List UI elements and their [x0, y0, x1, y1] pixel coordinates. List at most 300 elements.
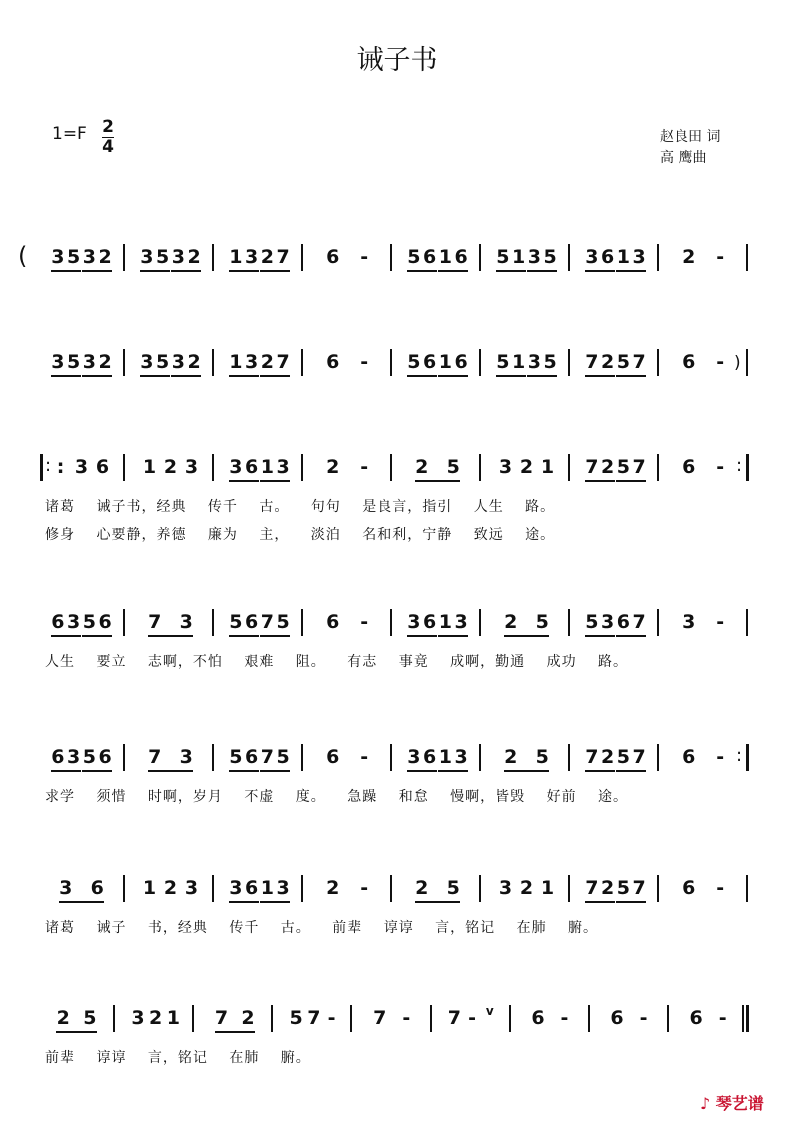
eighth-beam [585, 770, 615, 772]
note: 2 [163, 877, 178, 899]
time-signature [102, 119, 114, 156]
note: 5 [276, 746, 290, 768]
note: 1 [142, 877, 157, 899]
eighth-beam [616, 770, 646, 772]
music-line-verse [0, 452, 794, 543]
bar-line [271, 1005, 273, 1032]
note: 2 [601, 456, 615, 478]
note: 2 [326, 456, 340, 478]
eighth-beam [616, 635, 646, 637]
eighth-beam [585, 375, 615, 377]
note: 6 [454, 246, 468, 268]
note: 6 [90, 877, 104, 899]
note: 5 [446, 877, 460, 899]
note: 3 [140, 246, 154, 268]
eighth-beam [407, 635, 437, 637]
time-top: 2 [102, 117, 114, 137]
eighth-beam [504, 770, 550, 772]
eighth-beam [56, 1031, 97, 1033]
bar-line [212, 349, 214, 376]
bar-line [568, 744, 570, 771]
eighth-beam [229, 635, 259, 637]
bar-line [657, 609, 659, 636]
music-line-intro2 [0, 347, 794, 417]
note: 5 [407, 351, 421, 373]
note: 1 [166, 1007, 180, 1029]
eighth-beam [260, 480, 290, 482]
eighth-beam [407, 375, 437, 377]
composer: 高 鹰曲 [660, 150, 707, 166]
note: 3 [682, 611, 696, 633]
eighth-beam [229, 270, 259, 272]
bar-line [212, 609, 214, 636]
bar-line [390, 349, 392, 376]
note: 1 [438, 746, 452, 768]
note: : [56, 456, 65, 478]
bar-line [301, 609, 303, 636]
eighth-beam [140, 375, 170, 377]
bar-line [301, 349, 303, 376]
note: 2 [163, 456, 178, 478]
note: - [560, 1007, 569, 1029]
final-bar [746, 1005, 749, 1032]
note: 3 [632, 246, 646, 268]
eighth-beam [504, 635, 550, 637]
bar-line [479, 454, 481, 481]
note: 2 [519, 456, 534, 478]
bar-line [657, 454, 659, 481]
note: 2 [601, 877, 615, 899]
paren-open: ( [18, 242, 28, 270]
bar-line [568, 349, 570, 376]
note: 1 [540, 456, 555, 478]
bar-line [301, 454, 303, 481]
bar-line [301, 244, 303, 271]
note: 3 [601, 611, 615, 633]
note: 2 [260, 246, 274, 268]
note: 3 [454, 611, 468, 633]
note: 6 [682, 456, 696, 478]
eighth-beam [82, 270, 112, 272]
bar-line [390, 454, 392, 481]
eighth-beam [229, 901, 259, 903]
note: 6 [95, 456, 110, 478]
note: 5 [543, 246, 557, 268]
eighth-beam [140, 270, 170, 272]
note: 6 [98, 746, 112, 768]
note: 2 [260, 351, 274, 373]
eighth-beam [616, 270, 646, 272]
note: 3 [171, 351, 185, 373]
bar-line [746, 244, 748, 271]
music-line-intro1 [0, 242, 794, 312]
note: 3 [407, 611, 421, 633]
eighth-beam [260, 270, 290, 272]
note: 2 [519, 877, 534, 899]
bar-line [123, 744, 125, 771]
eighth-beam [148, 770, 194, 772]
note: 7 [276, 351, 290, 373]
song-title: 诫子书 [356, 45, 438, 76]
note: 2 [682, 246, 696, 268]
note: 5 [616, 746, 630, 768]
note: 6 [689, 1007, 703, 1029]
note: 7 [276, 246, 290, 268]
repeat-start-dots: : [45, 455, 52, 476]
note: - [360, 877, 369, 899]
note: 3 [67, 746, 81, 768]
note: 3 [276, 877, 290, 899]
note: - [468, 1007, 477, 1029]
note: 1 [260, 877, 274, 899]
note: 6 [245, 456, 259, 478]
bar-line [301, 875, 303, 902]
note: 5 [496, 246, 510, 268]
bar-line [212, 244, 214, 271]
eighth-beam [527, 375, 557, 377]
note: 6 [423, 246, 437, 268]
note: 2 [415, 877, 429, 899]
note: 5 [82, 746, 96, 768]
note: 6 [98, 611, 112, 633]
eighth-beam [260, 635, 290, 637]
note: 6 [616, 611, 630, 633]
eighth-beam [438, 270, 468, 272]
bar-line [568, 875, 570, 902]
note: - [718, 1007, 727, 1029]
music-line-coda2 [0, 1003, 794, 1073]
lyric-line: 前辈 谆谆 言，铭记 在肺 腑。 [45, 1050, 311, 1066]
key-signature [52, 117, 114, 157]
note: 7 [260, 746, 274, 768]
bar-line [390, 744, 392, 771]
note: - [327, 1007, 336, 1029]
time-bottom: 4 [102, 137, 114, 157]
note: 5 [67, 351, 81, 373]
eighth-beam [585, 270, 615, 272]
music-line-coda1 [0, 873, 794, 943]
note: 3 [179, 611, 193, 633]
eighth-beam [148, 635, 194, 637]
note: 5 [156, 351, 170, 373]
eighth-beam [82, 635, 112, 637]
note: 3 [74, 456, 89, 478]
note: 5 [446, 456, 460, 478]
note: 5 [535, 746, 549, 768]
note: 3 [171, 246, 185, 268]
note: 6 [326, 611, 340, 633]
bar-line [746, 349, 748, 376]
note: 3 [245, 246, 259, 268]
note: 6 [245, 611, 259, 633]
lyric-line: 诸葛 诫子书，经典 传千 古。 句句 是良言，指引 人生 路。 [45, 499, 556, 515]
repeat-end-bar [746, 454, 749, 481]
note: 7 [632, 611, 646, 633]
note: 2 [241, 1007, 255, 1029]
note: 3 [407, 746, 421, 768]
note: 6 [245, 877, 259, 899]
bar-line [479, 875, 481, 902]
note: 3 [140, 351, 154, 373]
bar-line [212, 744, 214, 771]
note: - [716, 351, 725, 373]
note: 2 [504, 611, 518, 633]
note: - [360, 456, 369, 478]
note: 6 [610, 1007, 624, 1029]
note: - [716, 611, 725, 633]
bar-line [479, 609, 481, 636]
note: 3 [229, 877, 243, 899]
bar-line [350, 1005, 352, 1032]
note: 5 [616, 351, 630, 373]
bar-line [123, 609, 125, 636]
note: 3 [498, 877, 513, 899]
note: 3 [498, 456, 513, 478]
bar-line [479, 744, 481, 771]
bar-line [667, 1005, 669, 1032]
eighth-beam [260, 770, 290, 772]
lyric-line: 修身 心要静，养德 廉为 主， 淡泊 名和利，宁静 致远 途。 [45, 527, 556, 543]
note: 6 [682, 351, 696, 373]
note: 6 [423, 351, 437, 373]
note: 3 [131, 1007, 145, 1029]
note: 2 [415, 456, 429, 478]
eighth-beam [51, 270, 81, 272]
note: 6 [682, 877, 696, 899]
repeat-end-dots: : [736, 745, 743, 766]
note: 3 [82, 351, 96, 373]
repeat-start-bar [40, 454, 43, 481]
note: 6 [601, 246, 615, 268]
note: 1 [438, 351, 452, 373]
bar-line [657, 875, 659, 902]
note: 3 [59, 877, 73, 899]
note: 2 [504, 746, 518, 768]
note: 6 [245, 746, 259, 768]
note: 2 [601, 746, 615, 768]
note: 5 [585, 611, 599, 633]
eighth-beam [229, 375, 259, 377]
note: 6 [326, 351, 340, 373]
note: 3 [51, 246, 65, 268]
note: - [716, 877, 725, 899]
bar-line [123, 349, 125, 376]
bar-line [479, 244, 481, 271]
note: 3 [67, 611, 81, 633]
note: v [485, 1004, 494, 1018]
key-label: 1=F [52, 124, 87, 144]
note: 5 [83, 1007, 97, 1029]
note: 6 [682, 746, 696, 768]
note: - [360, 611, 369, 633]
lyric-line: 求学 须惜 时啊，岁月 不虚 度。 急躁 和怠 慢啊，皆毁 好前 途。 [45, 789, 629, 805]
bar-line [123, 875, 125, 902]
bar-line [113, 1005, 115, 1032]
music-line-chorus1 [0, 607, 794, 677]
note: 3 [527, 351, 541, 373]
note: 7 [632, 746, 646, 768]
eighth-beam [438, 770, 468, 772]
music-line-chorus2 [0, 742, 794, 812]
note: 3 [184, 456, 199, 478]
note: 7 [447, 1007, 462, 1029]
eighth-beam [415, 480, 461, 482]
eighth-beam [616, 375, 646, 377]
bar-line [390, 875, 392, 902]
note: - [360, 246, 369, 268]
lyric-line: 人生 要立 志啊，不怕 艰难 阻。 有志 事竟 成啊，勤通 成功 路。 [45, 654, 629, 670]
note: 1 [616, 246, 630, 268]
note: 5 [156, 246, 170, 268]
note: 2 [601, 351, 615, 373]
bar-line [430, 1005, 432, 1032]
bar-line [568, 244, 570, 271]
bar-line [212, 875, 214, 902]
note: 1 [438, 611, 452, 633]
note: 7 [585, 746, 599, 768]
eighth-beam [496, 270, 526, 272]
note: 3 [179, 746, 193, 768]
note: 6 [51, 611, 65, 633]
note: 5 [496, 351, 510, 373]
eighth-beam [82, 770, 112, 772]
note: - [402, 1007, 411, 1029]
note: - [716, 456, 725, 478]
eighth-beam [229, 770, 259, 772]
note: 6 [423, 746, 437, 768]
note: 6 [51, 746, 65, 768]
note: 2 [326, 877, 340, 899]
eighth-beam [616, 480, 646, 482]
note: 5 [229, 746, 243, 768]
eighth-beam [527, 270, 557, 272]
eighth-beam [496, 375, 526, 377]
note: 2 [56, 1007, 70, 1029]
bar-line [568, 454, 570, 481]
note: 5 [616, 877, 630, 899]
note: 6 [423, 611, 437, 633]
bar-line [568, 609, 570, 636]
note: 5 [616, 456, 630, 478]
note: 3 [276, 456, 290, 478]
note: 1 [229, 351, 243, 373]
eighth-beam [407, 770, 437, 772]
final-bar-thin [742, 1005, 744, 1032]
note: 7 [585, 456, 599, 478]
bar-line [192, 1005, 194, 1032]
note: 7 [148, 746, 162, 768]
note: 7 [632, 877, 646, 899]
site-logo [700, 1091, 764, 1114]
bar-line [657, 744, 659, 771]
note: 1 [260, 456, 274, 478]
note: 5 [535, 611, 549, 633]
note: 6 [531, 1007, 545, 1029]
note: 3 [184, 877, 199, 899]
note: - [360, 351, 369, 373]
note: 3 [229, 456, 243, 478]
note: 3 [454, 746, 468, 768]
note: 7 [585, 351, 599, 373]
lyricist: 赵良田 词 [660, 129, 721, 145]
logo-text: 琴艺谱 [715, 1094, 764, 1113]
bar-line [301, 744, 303, 771]
paren-close: ) [734, 353, 741, 373]
eighth-beam [415, 901, 461, 903]
note: - [716, 746, 725, 768]
note: 1 [438, 246, 452, 268]
bar-line [212, 454, 214, 481]
note: 5 [82, 611, 96, 633]
bar-line [390, 244, 392, 271]
note: 3 [585, 246, 599, 268]
bar-line [390, 609, 392, 636]
note: 3 [51, 351, 65, 373]
note: 6 [326, 746, 340, 768]
note: 7 [148, 611, 162, 633]
note: 3 [245, 351, 259, 373]
eighth-beam [260, 901, 290, 903]
note: 6 [454, 351, 468, 373]
eighth-beam [229, 480, 259, 482]
bar-line [588, 1005, 590, 1032]
note: 3 [82, 246, 96, 268]
note: 7 [307, 1007, 321, 1029]
eighth-beam [438, 375, 468, 377]
note: 1 [142, 456, 157, 478]
eighth-beam [82, 375, 112, 377]
eighth-beam [585, 901, 615, 903]
note: 7 [214, 1007, 229, 1029]
credits [660, 127, 720, 169]
eighth-beam [51, 635, 81, 637]
bar-line [123, 244, 125, 271]
eighth-beam [585, 635, 615, 637]
note: 7 [632, 456, 646, 478]
bar-line [657, 244, 659, 271]
eighth-beam [51, 770, 81, 772]
note: 5 [289, 1007, 303, 1029]
lyric-line: 诸葛 诫子 书，经典 传千 古。 前辈 谆谆 言，铭记 在肺 腑。 [45, 920, 599, 936]
note: 1 [540, 877, 555, 899]
note: 5 [543, 351, 557, 373]
eighth-beam [438, 635, 468, 637]
note: 5 [407, 246, 421, 268]
eighth-beam [171, 270, 201, 272]
bar-line [746, 609, 748, 636]
note: 1 [229, 246, 243, 268]
note: 2 [98, 351, 112, 373]
bar-line [509, 1005, 511, 1032]
eighth-beam [171, 375, 201, 377]
music-note-icon: ♪ [700, 1094, 711, 1113]
note: 3 [527, 246, 541, 268]
eighth-beam [260, 375, 290, 377]
note: 1 [512, 351, 526, 373]
bar-line [657, 349, 659, 376]
eighth-beam [215, 1031, 256, 1033]
eighth-beam [51, 375, 81, 377]
eighth-beam [616, 901, 646, 903]
note: 1 [512, 246, 526, 268]
note: 2 [187, 246, 201, 268]
note: - [716, 246, 725, 268]
bar-line [479, 349, 481, 376]
note: - [639, 1007, 648, 1029]
repeat-end-dots: : [736, 455, 743, 476]
repeat-end-bar [746, 744, 749, 771]
eighth-beam [59, 901, 105, 903]
